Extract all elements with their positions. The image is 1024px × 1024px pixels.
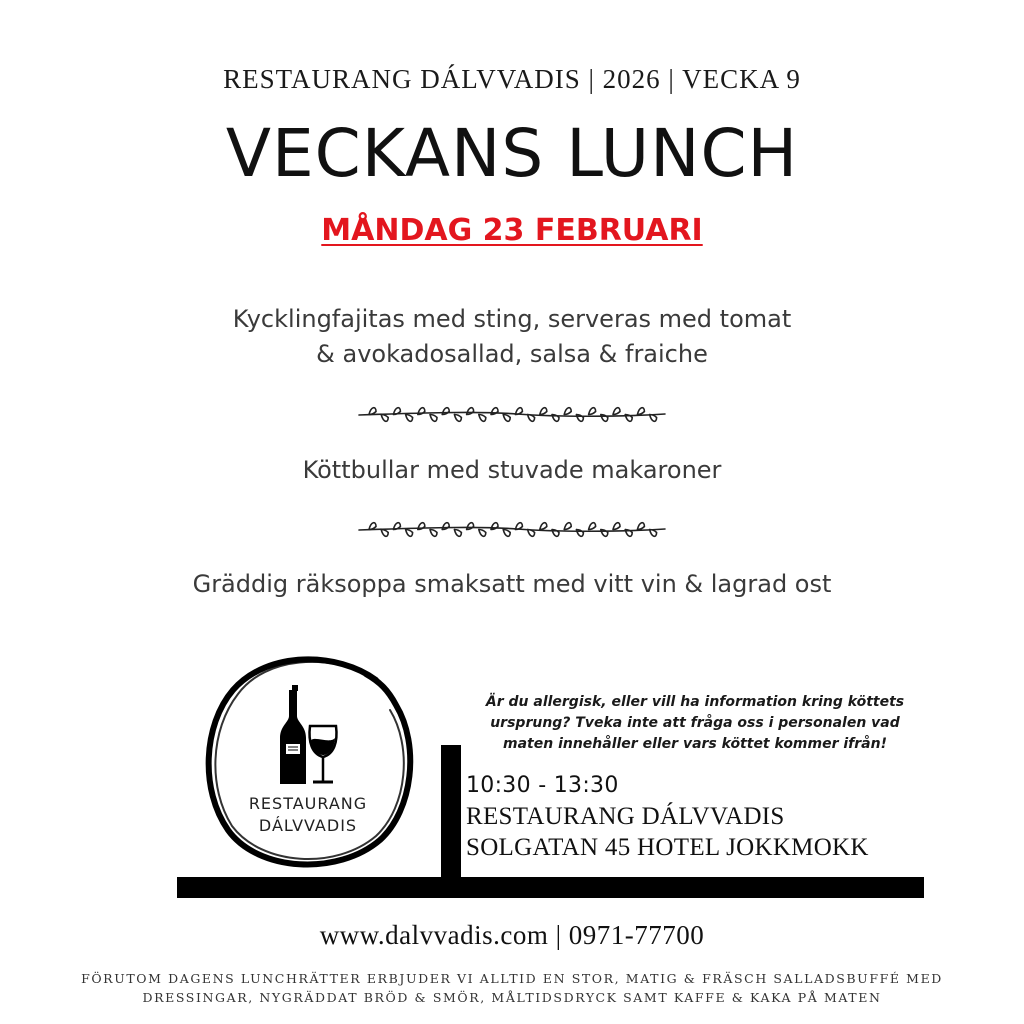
vine-leaf — [540, 523, 547, 530]
footer-note-line-2: DRESSINGAR, NYGRÄDDAT BRÖD & SMÖR, MÅLTIDSDRYCK SAMT KAFFE & KAKA PÅ MATEN — [142, 990, 882, 1005]
vine-leaf — [564, 523, 571, 530]
vine-leaf — [650, 530, 657, 537]
vine-leaf — [442, 408, 449, 415]
footer-note-line-1: FÖRUTOM DAGENS LUNCHRÄTTER ERBJUDER VI ALLTID EN STOR, MATIG & FRÄSCH SALLADSBUFFÉ MED — [81, 971, 943, 986]
opening-hours: 10:30 - 13:30 — [466, 773, 619, 798]
vine-leaf — [369, 408, 376, 415]
restaurant-logo — [198, 650, 418, 875]
shelf-horizontal-bar — [177, 877, 924, 898]
logo-text — [198, 793, 418, 837]
vine-leaf — [479, 415, 486, 422]
menu-item-2: Köttbullar med stuvade makaroner — [302, 456, 722, 484]
vine-leaf — [369, 523, 376, 530]
vine-leaf — [406, 530, 413, 537]
vine-leaf — [381, 530, 388, 537]
vine-leaf — [430, 415, 437, 422]
menu-item-1-line-1: Kycklingfajitas med sting, serveras med tomat — [232, 305, 792, 333]
logo-text-line-2: DÁLVVADIS — [258, 816, 358, 835]
allergy-note-line-2: ursprung? Tveka inte att fråga oss i personalen vad — [490, 715, 900, 731]
date-heading — [0, 213, 1024, 248]
menu-item-1 — [0, 302, 1024, 372]
vine-leaf — [650, 415, 657, 422]
vine-leaf — [515, 523, 522, 530]
allergy-note — [470, 692, 920, 755]
vine-leaf — [442, 523, 449, 530]
vine-leaf — [467, 408, 474, 415]
vine-leaf — [454, 530, 461, 537]
vine-divider-icon — [357, 517, 667, 543]
date-heading-text: MÅNDAG 23 FEBRUARI — [321, 213, 703, 248]
vine-leaf — [637, 523, 644, 530]
vine-leaf — [613, 408, 620, 415]
logo-text-line-1: RESTAURANG — [248, 794, 368, 813]
vine-leaf — [503, 530, 510, 537]
vine-leaf — [381, 415, 388, 422]
wine-bottle-and-glass-icon — [280, 685, 336, 784]
vine-leaf — [406, 415, 413, 422]
allergy-note-line-3: maten innehåller eller vars köttet kommer ifrån! — [503, 736, 887, 752]
page-title: VECKANS LUNCH — [225, 115, 799, 192]
menu-item-1-line-2: & avokadosallad, salsa & fraiche — [316, 340, 708, 368]
vine-leaf — [540, 408, 547, 415]
contact-line: www.dalvvadis.com | 0971-77700 — [319, 920, 705, 950]
vine-leaf — [515, 408, 522, 415]
menu-item-3: Gräddig räksoppa smaksatt med vitt vin & lagrad ost — [192, 570, 832, 598]
vine-leaf — [589, 523, 596, 530]
vine-leaf — [467, 523, 474, 530]
restaurant-address: SOLGATAN 45 HOTEL JOKKMOKK — [466, 834, 869, 861]
vine-leaf — [589, 408, 596, 415]
vine-leaf — [454, 415, 461, 422]
vine-divider-icon — [357, 402, 667, 428]
vine-leaf — [613, 523, 620, 530]
restaurant-name: RESTAURANG DÁLVVADIS — [466, 803, 785, 830]
allergy-note-line-1: Är du allergisk, eller vill ha information kring köttets — [485, 694, 905, 710]
header-subtitle: RESTAURANG DÁLVVADIS | 2026 | VECKA 9 — [223, 64, 801, 94]
vine-leaf — [503, 415, 510, 422]
restaurant-info — [466, 770, 869, 863]
vine-leaf — [479, 530, 486, 537]
shelf-vertical-bar — [441, 745, 461, 885]
vine-leaf — [564, 408, 571, 415]
footer-note — [40, 969, 984, 1007]
vine-leaf — [637, 408, 644, 415]
vine-leaf — [430, 530, 437, 537]
